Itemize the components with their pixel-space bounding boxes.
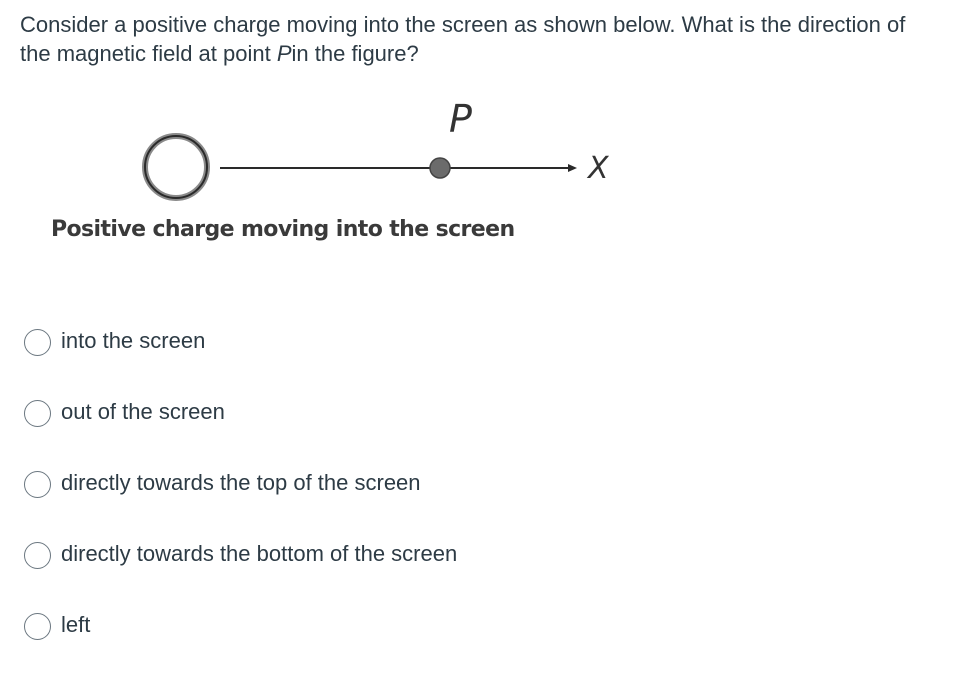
question-text-before: Consider a positive charge moving into the screen as shown below. What is the direction of the magnetic field at point (20, 12, 906, 66)
answer-option-label[interactable]: left (61, 612, 91, 637)
answer-option[interactable] (22, 393, 922, 464)
figure-caption: Positive charge moving into the screen (51, 217, 515, 242)
radio-button[interactable] (24, 471, 51, 498)
x-axis-arrowhead (568, 164, 577, 172)
charge-circle-inner (145, 136, 207, 198)
question-variable: P (276, 41, 292, 66)
answer-option[interactable] (22, 464, 922, 535)
answer-option[interactable] (22, 535, 922, 606)
answer-option[interactable] (22, 322, 922, 393)
answer-option-label[interactable]: out of the screen (61, 399, 225, 424)
x-axis-label: X (588, 151, 609, 186)
radio-button[interactable] (24, 400, 51, 427)
question-text-after: in the figure? (291, 41, 419, 66)
answer-option-label[interactable]: into the screen (61, 328, 206, 353)
answer-option[interactable] (22, 606, 922, 677)
radio-button[interactable] (24, 542, 51, 569)
answer-option-label[interactable]: directly towards the bottom of the screen (61, 541, 458, 566)
radio-button[interactable] (24, 329, 51, 356)
answer-options (22, 322, 922, 677)
answer-option-label[interactable]: directly towards the top of the screen (61, 470, 421, 495)
point-p-dot (430, 158, 450, 178)
point-p-label: P (449, 97, 472, 141)
question-figure (40, 95, 640, 255)
radio-button[interactable] (24, 613, 51, 640)
question-text (20, 10, 920, 68)
